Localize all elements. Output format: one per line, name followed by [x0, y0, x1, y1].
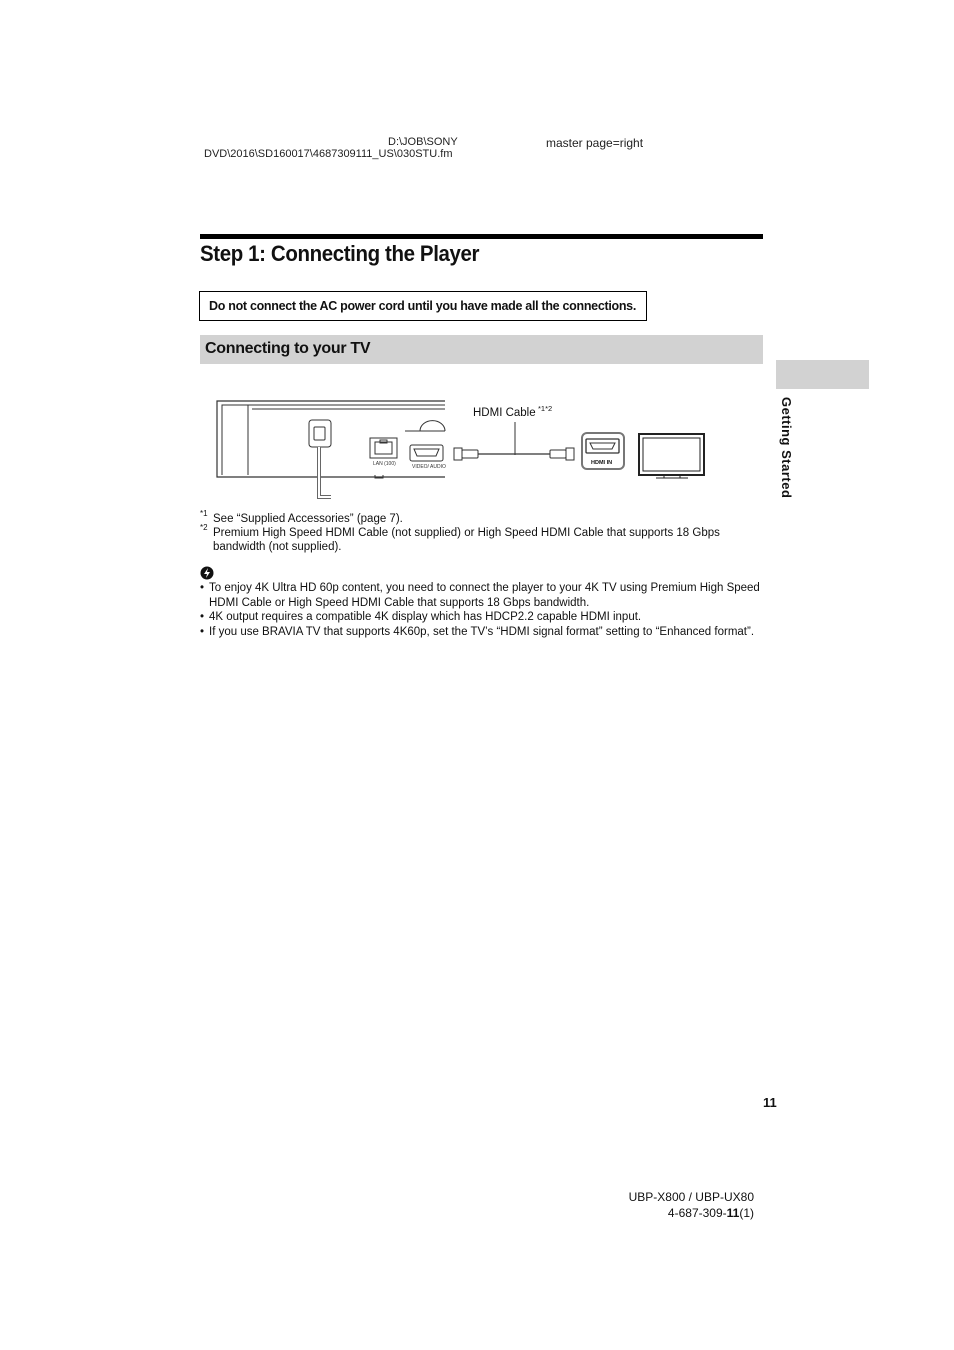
- footnote-mark: *2: [200, 523, 208, 532]
- footnote-text: See “Supplied Accessories” (page 7).: [213, 513, 403, 525]
- ac-inlet-icon: [309, 420, 331, 497]
- master-page-label: master page=right: [546, 136, 644, 150]
- tip-item: • If you use BRAVIA TV that supports 4K60p, set the TV’s “HDMI signal format” setting to “Enhanced format”.: [200, 625, 766, 640]
- warning-box: Do not connect the AC power cord until you have made all the connections.: [199, 291, 647, 321]
- document-number-suffix: (1): [739, 1206, 754, 1220]
- lan-port-label: LAN (100): [373, 461, 396, 467]
- model-name: UBP-X800 / UBP-UX80: [628, 1190, 754, 1204]
- section-header: [200, 335, 763, 364]
- title-rule: [200, 234, 763, 239]
- footnote: [200, 509, 765, 526]
- lan-port-icon: [370, 438, 397, 458]
- footnote-text: Premium High Speed HDMI Cable (not supplied) or High Speed HDMI Cable that supports 18 Gbps bandwidth (not supplied).: [213, 527, 720, 553]
- page-title: Step 1: Connecting the Player: [200, 241, 480, 266]
- document-number-bold: 11: [726, 1206, 740, 1220]
- document-number: [629, 1205, 754, 1221]
- tips-list: [200, 581, 766, 639]
- hdmi-out-port-icon: [405, 421, 445, 461]
- hdmi-cable-footnote-mark: *1*2: [538, 404, 553, 413]
- tip-item: • 4K output requires a compatible 4K display which has HDCP2.2 capable HDMI input.: [200, 610, 766, 625]
- file-path-line1: D:\JOB\SONY: [388, 136, 458, 148]
- hdmi-cable: [454, 422, 574, 460]
- side-tab: [776, 360, 869, 389]
- page-number: 11: [763, 1095, 777, 1110]
- side-tab-label: Getting Started: [779, 397, 794, 499]
- connection-diagram: [200, 395, 720, 505]
- section-title: Connecting to your TV: [205, 340, 371, 357]
- tip-icon: [200, 566, 214, 580]
- hdmi-cable-label: HDMI Cable: [473, 407, 536, 419]
- file-path-line2: DVD\2016\SD160017\4687309111_US\030STU.fm: [204, 148, 453, 160]
- tv-icon: [639, 434, 704, 478]
- hdmi-in-port-label: HDMI IN: [591, 460, 613, 466]
- model-info: [629, 1189, 754, 1221]
- tip-item: • To enjoy 4K Ultra HD 60p content, you need to connect the player to your 4K TV using Premium High Speed HDMI Cable or High Speed HDMI Cable that supports 18 Gbps bandwidth.: [200, 581, 766, 610]
- footnote: [200, 523, 765, 554]
- hdmi-out-port-label: VIDEO/ AUDIO: [412, 464, 446, 470]
- document-number-prefix: 4-687-309-: [667, 1206, 727, 1220]
- footnote-mark: *1: [200, 509, 208, 518]
- footnotes: [200, 509, 765, 554]
